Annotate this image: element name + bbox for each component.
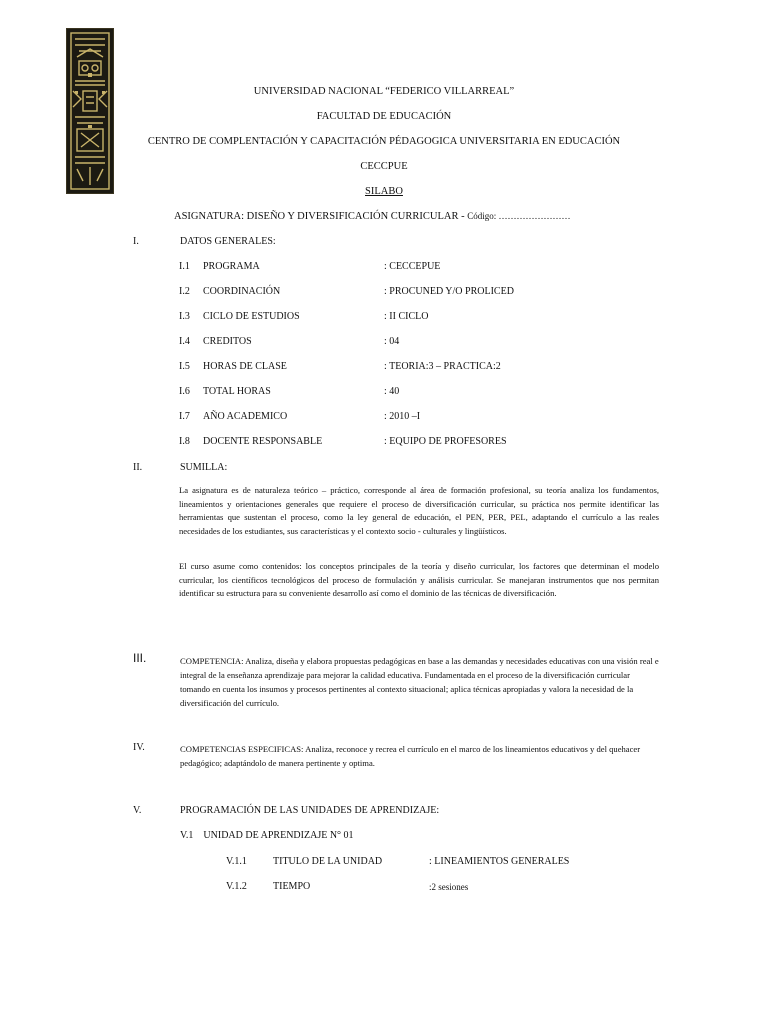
row-num: I.7 [179,411,190,422]
section-1-number: I. [133,236,139,247]
row-value: : 40 [384,386,400,397]
row-value: : TEORIA:3 – PRACTICA:2 [384,361,501,372]
faculty-name: FACULTAD DE EDUCACIÓN [316,111,452,122]
row-num: I.1 [179,261,190,272]
section-2-number: II. [133,462,143,473]
row-value: : 04 [384,336,400,347]
row-num: I.5 [179,361,190,372]
row-label: CREDITOS [203,336,252,347]
subject-line [174,211,571,222]
unit-row-label: TIEMPO [273,881,311,892]
unit-row-value: :2 sesiones [429,882,469,892]
competence-paragraph: COMPETENCIA: Analiza, diseña y elabora propuestas pedagógicas en base a las demandas y necesidades educativas con una visión real e integral de la enseñanza aprendizaje para mejorar la calidad educativa. Fundamentada en el proceso de la diversificación curricular tomando en cuenta los insumos y procesos pertinentes al contexto situacional; aplica técnicas apropiadas y valora la necesidad de la diversificación del currículo. [180,656,659,708]
summary-paragraph-2: El curso asume como contenidos: los conceptos principales de la teoría y diseño curricular, los factores que determinan el modelo curricular, los científicos tecnológicos del proceso de formulación y análisis curricular. Se manejaran instrumentos que nos permitan identificar su estructura para su conveniente desarrollo así como el dominio de las técnicas de diversificación. [179,561,659,599]
row-value: : EQUIPO DE PROFESORES [384,436,507,447]
row-label: COORDINACIÓN [203,286,281,297]
row-label: AÑO ACADEMICO [203,411,288,422]
row-num: I.6 [179,386,190,397]
unit-row-label: TITULO DE LA UNIDAD [273,856,383,867]
university-name: UNIVERSIDAD NACIONAL “FEDERICO VILLARREAL” [253,86,515,97]
row-label: DOCENTE RESPONSABLE [203,436,323,447]
row-value: : PROCUNED Y/O PROLICED [384,286,514,297]
section-4-number: IV. [133,742,145,753]
section-5-number: V. [133,805,142,816]
section-5-title: PROGRAMACIÓN DE LAS UNIDADES DE APRENDIZAJE: [180,805,440,816]
center-acronym: CECCPUE [360,161,408,172]
row-label: HORAS DE CLASE [203,361,287,372]
row-label: TOTAL HORAS [203,386,271,397]
row-label: CICLO DE ESTUDIOS [203,311,300,322]
section-1-title: DATOS GENERALES: [180,236,276,247]
row-num: I.8 [179,436,190,447]
subject-code: Código: …………………… [467,211,571,221]
unit-row-num: V.1.2 [226,881,247,892]
specific-competences-paragraph: COMPETENCIAS ESPECIFICAS: Analiza, reconoce y recrea el currículo en el marco de los lineamientos educativos y del quehacer pedagógico; adaptándolo de manera pertinente y optima. [180,744,641,768]
center-name: CENTRO DE COMPLENTACIÓN Y CAPACITACIÓN PÉDAGOGICA UNIVERSITARIA EN EDUCACIÓN [147,136,621,147]
row-value: : II CICLO [384,311,429,322]
subject-title: ASIGNATURA: DISEÑO Y DIVERSIFICACIÓN CURRICULAR - [174,211,465,222]
row-value: : CECCEPUE [384,261,441,272]
unit-row-num: V.1.1 [226,856,247,867]
unit-row-value: : LINEAMIENTOS GENERALES [429,856,570,867]
row-num: I.2 [179,286,190,297]
row-value: : 2010 –I [384,411,421,422]
row-num: I.4 [179,336,190,347]
row-num: I.3 [179,311,190,322]
document-type: SILABO [365,186,403,197]
learning-unit-heading: V.1 UNIDAD DE APRENDIZAJE N° 01 [180,830,354,841]
summary-paragraph-1: La asignatura es de naturaleza teórico – práctico, corresponde al área de formación profesional, su teoría analiza los fundamentos, lineamientos y orientaciones generales que requiere el proceso de diversificación curricular, su práctica nos permite identificar las herramientas que sustentan el proceso, como la ley general de educación, el PEN, PER, PEL, adaptando el currículo a las reales necesidades de los estudiantes, sus características y el contexto socio - culturales y lingüísticos. [179,485,659,536]
row-label: PROGRAMA [203,261,260,272]
section-3-number: III. [133,651,147,665]
section-2-title: SUMILLA: [180,462,228,473]
